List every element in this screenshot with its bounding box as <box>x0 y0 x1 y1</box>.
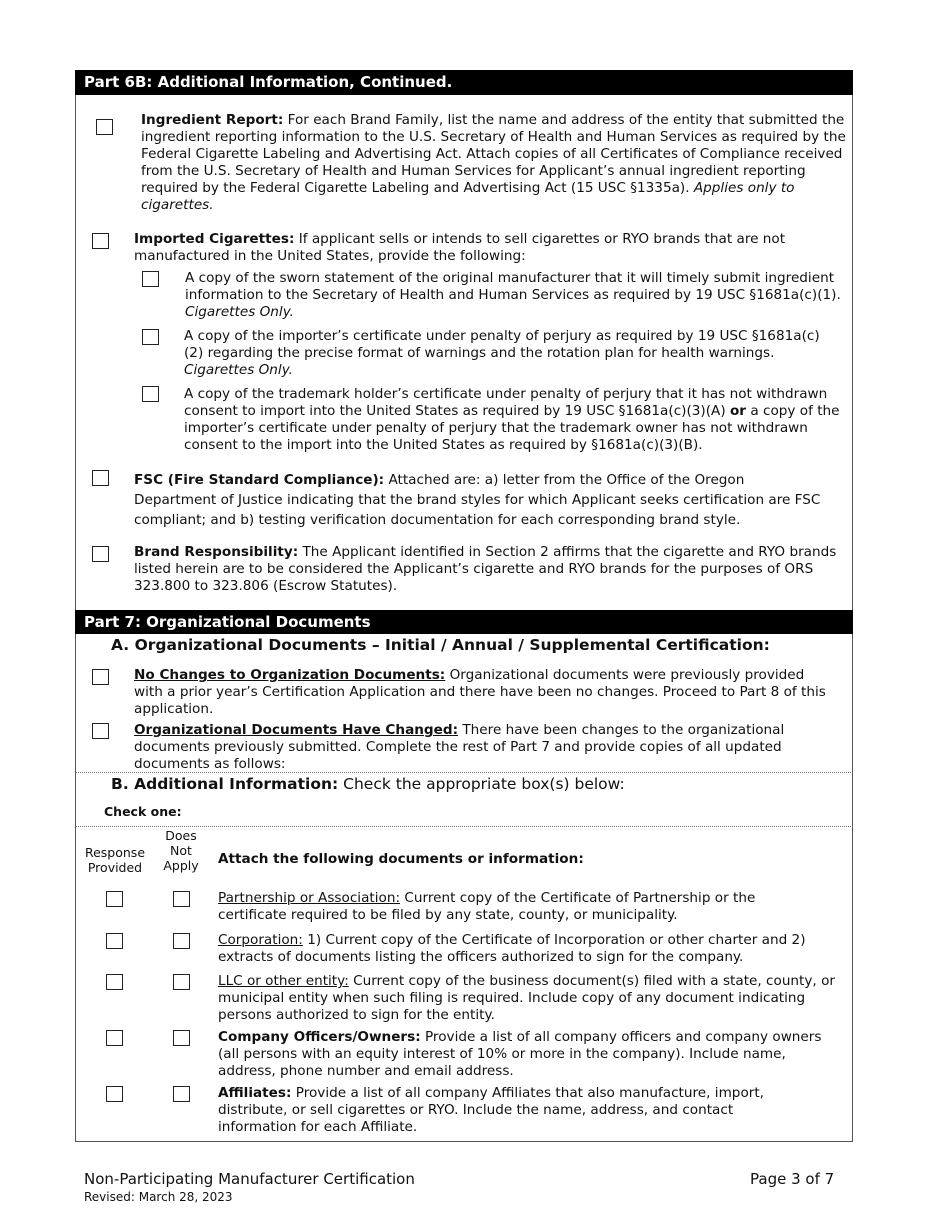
part7-header: Part 7: Organizational Documents <box>75 610 853 634</box>
partnership-dna-checkbox[interactable] <box>173 891 190 907</box>
llc-response-checkbox[interactable] <box>106 974 123 990</box>
ingredient-report-checkbox[interactable] <box>96 119 113 135</box>
brand-responsibility-checkbox[interactable] <box>92 546 109 562</box>
no-changes-label: No Changes to Organization Documents: <box>134 667 446 683</box>
affiliates-body: Provide a list of all company Affiliates that also manufacture, import, distribute, or sell cigarettes or RYO. Include the name, address, and contact information for each Affiliate. <box>218 1085 764 1135</box>
imported-cigarettes-checkbox[interactable] <box>92 233 109 249</box>
affiliates-text <box>218 1085 808 1136</box>
section-divider <box>75 772 853 773</box>
ingredient-report-note: Applies only to cigarettes. <box>141 180 795 213</box>
imported-item-2-note: Cigarettes Only. <box>184 362 294 378</box>
no-changes-text <box>134 667 834 718</box>
imported-item-2-checkbox[interactable] <box>142 329 159 345</box>
officers-label: Company Officers/Owners: <box>218 1029 421 1045</box>
llc-text <box>218 973 838 1024</box>
imported-item-1-body: A copy of the sworn statement of the original manufacturer that it will timely submit ingredient information to the Secretary of Health and Human Services as required by 19 USC §1681a(c)(1). <box>185 270 841 303</box>
partnership-body: Current copy of the Certificate of Partnership or the certificate required to be filed by any state, county, or municipality. <box>218 890 756 923</box>
brand-responsibility-label: Brand Responsibility: <box>134 544 299 560</box>
footer-title: Non-Participating Manufacturer Certification <box>84 1170 415 1188</box>
partnership-response-checkbox[interactable] <box>106 891 123 907</box>
no-changes-checkbox[interactable] <box>92 669 109 685</box>
llc-body: Current copy of the business document(s) filed with a state, county, or municipal entity when such filing is required. Include copy of any document indicating persons authorized to sign for the entity. <box>218 973 835 1023</box>
ingredient-report-body: For each Brand Family, list the name and address of the entity that submitted the ingredient reporting information to the U.S. Secretary of Health and Human Services as required by the Federal Cigarette Labeling and Advertising Act. Attach copies of all Certificates of Compliance received from the U.S. Secretary of Health and Human Services for Applicant’s annual ingredient reporting required by the Federal Cigarette Labeling and Advertising Act (15 USC §1335a). <box>141 112 846 196</box>
section-b-heading-bold: B. Additional Information: <box>111 775 339 793</box>
fsc-label: FSC (Fire Standard Compliance): <box>134 472 385 488</box>
fsc-checkbox[interactable] <box>92 470 109 486</box>
imported-item-2-body: A copy of the importer’s certificate under penalty of perjury as required by 19 USC §1681a(c)(2) regarding the precise format of warnings and the rotation plan for health warnings. <box>184 328 820 361</box>
ingredient-report-label: Ingredient Report: <box>141 112 284 128</box>
affiliates-dna-checkbox[interactable] <box>173 1086 190 1102</box>
no-changes-body: Organizational documents were previously provided with a prior year’s Certification Application and there have been no changes. Proceed to Part 8 of this application. <box>134 667 826 717</box>
officers-body: Provide a list of all company officers and company owners (all persons with an equity interest of 10% or more in the company). Include name, address, phone number and email address. <box>218 1029 822 1079</box>
docs-changed-text <box>134 722 824 773</box>
imported-item-1-note: Cigarettes Only. <box>185 304 295 320</box>
corporation-label: Corporation: <box>218 932 303 948</box>
imported-cigarettes-label: Imported Cigarettes: <box>134 231 295 247</box>
imported-item-3-text <box>184 386 849 454</box>
imported-item-3-body-a: A copy of the trademark holder’s certificate under penalty of perjury that it has not withdrawn consent to import into the United States as required by 19 USC §1681a(c)(3)(A) <box>184 386 828 419</box>
part6b-header: Part 6B: Additional Information, Continued. <box>75 70 853 95</box>
brand-responsibility-body: The Applicant identified in Section 2 affirms that the cigarette and RYO brands listed herein are to be considered the Applicant’s cigarette and RYO brands for the purposes of ORS 323.800 to 323.806 (Escrow Statutes). <box>134 544 837 594</box>
table-divider <box>75 826 853 827</box>
docs-changed-label: Organizational Documents Have Changed: <box>134 722 459 738</box>
llc-label: LLC or other entity: <box>218 973 349 989</box>
imported-item-2-text <box>184 328 824 379</box>
corporation-dna-checkbox[interactable] <box>173 933 190 949</box>
fsc-text <box>134 470 824 530</box>
section-a-heading: A. Organizational Documents – Initial / Annual / Supplemental Certification: <box>111 636 770 654</box>
llc-dna-checkbox[interactable] <box>173 974 190 990</box>
col-attach-heading: Attach the following documents or information: <box>218 851 584 867</box>
footer-revised: Revised: March 28, 2023 <box>84 1190 233 1204</box>
affiliates-response-checkbox[interactable] <box>106 1086 123 1102</box>
officers-text <box>218 1029 828 1080</box>
brand-responsibility-text <box>134 544 844 595</box>
imported-item-3-or: or <box>729 403 747 419</box>
imported-item-1-text <box>185 270 850 321</box>
partnership-text <box>218 890 828 924</box>
check-one-label: Check one: <box>104 804 182 819</box>
docs-changed-body: There have been changes to the organizational documents previously submitted. Complete the rest of Part 7 and provide copies of all updated documents as follows: <box>134 722 785 772</box>
corporation-text <box>218 932 843 966</box>
fsc-body: Attached are: a) letter from the Office of the Oregon Department of Justice indicating that the brand styles for which Applicant seeks certification are FSC compliant; and b) testing verification documentation for each corresponding brand style. <box>134 472 821 528</box>
imported-item-3-body-b: a copy of the importer’s certificate under penalty of perjury that the trademark owner has not withdrawn consent to the import into the United States as required by §1681a(c)(3)(B). <box>184 403 840 453</box>
corporation-body: 1) Current copy of the Certificate of Incorporation or other charter and 2) extracts of documents listing the officers authorized to sign for the company. <box>218 932 806 965</box>
imported-cigarettes-text <box>134 231 834 265</box>
col-does-not-apply: Does Not Apply <box>163 828 199 873</box>
partnership-label: Partnership or Association: <box>218 890 401 906</box>
officers-response-checkbox[interactable] <box>106 1030 123 1046</box>
imported-cigarettes-body: If applicant sells or intends to sell cigarettes or RYO brands that are not manufactured in the United States, provide the following: <box>134 231 786 264</box>
officers-dna-checkbox[interactable] <box>173 1030 190 1046</box>
ingredient-report-text <box>141 112 846 214</box>
corporation-response-checkbox[interactable] <box>106 933 123 949</box>
footer-page-number: Page 3 of 7 <box>750 1170 835 1188</box>
section-b-heading <box>111 776 625 793</box>
col-response-provided: Response Provided <box>84 845 146 875</box>
imported-item-3-checkbox[interactable] <box>142 386 159 402</box>
affiliates-label: Affiliates: <box>218 1085 292 1101</box>
imported-item-1-checkbox[interactable] <box>142 271 159 287</box>
section-b-heading-rest: Check the appropriate box(s) below: <box>338 775 625 793</box>
docs-changed-checkbox[interactable] <box>92 723 109 739</box>
